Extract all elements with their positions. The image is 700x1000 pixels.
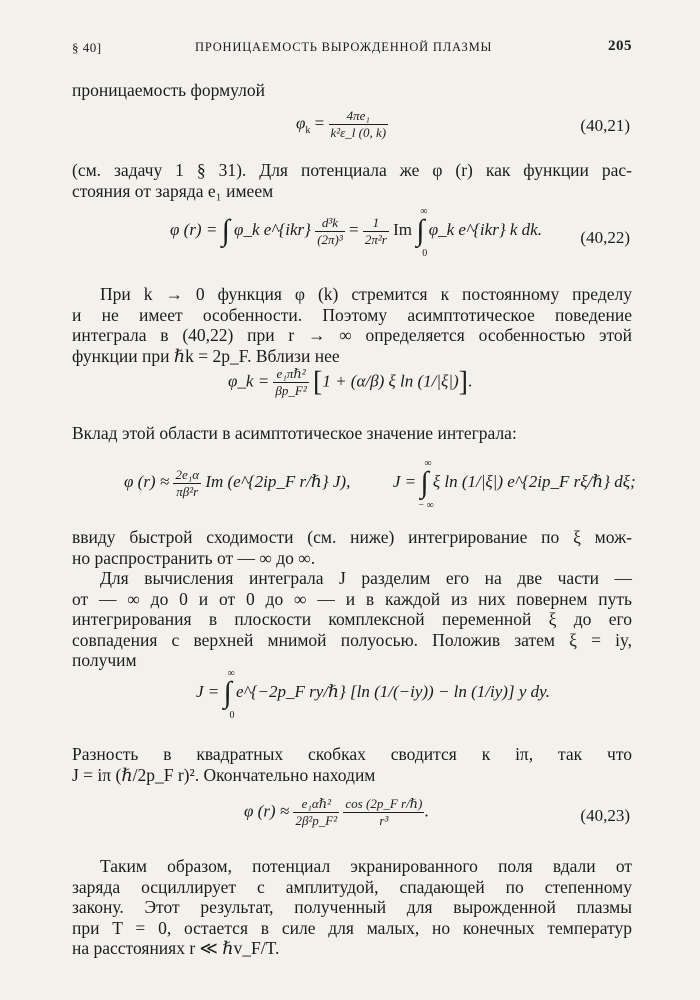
eq-fraction xyxy=(363,215,389,248)
text-line: заряда осциллирует с амплитудой, спадающей по степенному xyxy=(72,876,632,897)
integral-sign: ∫ ∞ 0 xyxy=(223,668,235,721)
eq-lhs: φ (r) ≈ xyxy=(124,471,170,491)
text-line: ввиду быстрой сходимости (см. ниже) интегрирование по ξ мож- xyxy=(72,527,632,547)
text-line: Разность в квадратных скобках сводится к iπ, так что xyxy=(72,744,632,764)
fraction-denominator: k²ε_l (0, k) xyxy=(330,125,387,140)
fraction-numerator: cos (2p_F r/ℏ) xyxy=(345,796,423,811)
integral-sign: ∫ ∞ − ∞ xyxy=(418,458,434,511)
eq-integrand: φ_k e^{ikr} k dk. xyxy=(428,219,542,239)
paragraph-5 xyxy=(72,527,632,568)
text-line: от — ∞ до 0 и от 0 до ∞ — и в каждой из них повернем путь xyxy=(72,588,632,609)
text-line: на расстояниях r ≪ ℏv_F/T. xyxy=(72,938,280,958)
page-number: 205 xyxy=(608,38,632,54)
equation-number-40-22: (40,22) xyxy=(580,228,630,247)
eq-lhs: φ_k = xyxy=(228,371,270,391)
equation-40-22: φ (r) = ∫ φ_k e^{ikr} $\frac{\text{d³k}}{\text{(2π)³}}$ = $\frac{1}{\text{2π²r}}$ Im ∫ ∞ 0 φ_k e^{ikr} k dk. xyxy=(170,206,542,259)
eq-integrand: e^{−2p_F ry/ℏ} [ln (1/(−iy)) − ln (1/iy)] y dy. xyxy=(236,681,550,701)
text-line: При k → 0 функция φ (k) стремится к постоянному пределу xyxy=(100,284,632,304)
fraction-numerator: 1 xyxy=(372,214,380,230)
text-line: совпадения с верхней мнимой полуосью. Положив затем ξ = iy, xyxy=(72,629,632,650)
eq-fraction xyxy=(315,215,345,248)
equation-phi-asymptotic xyxy=(124,458,636,511)
eq-integrand: φ_k e^{ikr} xyxy=(234,219,311,239)
integral-lower-limit: − ∞ xyxy=(418,500,434,511)
text-line: Для вычисления интеграла J разделим его на две части — xyxy=(100,568,632,588)
eq-fraction xyxy=(343,796,424,829)
equation-J xyxy=(196,668,550,721)
fraction-denominator: 2β²p_F² xyxy=(295,813,338,828)
eq-j-integrand: ξ ln (1/|ξ|) e^{2ip_F rξ/ℏ} dξ; xyxy=(432,471,636,491)
text-line: стояния от заряда e₁ имеем xyxy=(72,180,274,201)
text-line: закону. Этот результат, полученный для вырожденной плазмы xyxy=(72,897,632,917)
equation-40-21: $\varphi_k$ = $\frac{\text{4πe₁}}{\text{k²ε\_l (0, k)}}$ xyxy=(296,108,387,140)
fraction-numerator: d³k xyxy=(321,214,339,230)
running-header-section: § 40] xyxy=(72,40,102,55)
equation-number-40-21: (40,21) xyxy=(580,116,630,135)
fraction-numerator: e₁πℏ² xyxy=(276,366,306,381)
eq-fraction xyxy=(329,108,389,141)
integral-lower-limit: 0 xyxy=(422,248,428,259)
paragraph-4 xyxy=(72,423,632,444)
text-line: но распространить от — ∞ до ∞. xyxy=(72,547,316,568)
eq-lhs: φ (r) ≈ xyxy=(244,801,290,821)
integral-upper-limit: ∞ xyxy=(227,668,235,679)
running-header-title: ПРОНИЦАЕМОСТЬ ВЫРОЖДЕННОЙ ПЛАЗМЫ xyxy=(195,40,493,54)
text-line: интегрирования в плоскости комплексной переменной ξ до его xyxy=(72,609,632,629)
fraction-numerator: 2e₁α xyxy=(175,466,200,482)
text-line: Таким образом, потенциал экранированного поля вдали от xyxy=(100,856,632,876)
fraction-denominator: (2π)³ xyxy=(317,231,343,247)
eq-rest: Im (e^{2ip_F r/ℏ} J), xyxy=(205,471,351,491)
eq-im: Im xyxy=(393,219,412,239)
text-line: получим xyxy=(72,650,137,670)
integral-upper-limit: ∞ xyxy=(424,458,432,469)
eq-lhs: φ (r) = xyxy=(170,219,218,239)
eq-lhs: φ xyxy=(296,113,306,133)
text-line: функции при ℏk = 2p_F. Вблизи нее xyxy=(72,345,340,366)
text-line: и не имеет особенности. Поэтому асимптотическое поведение xyxy=(72,304,632,325)
paragraph-3 xyxy=(72,284,632,366)
eq-bracket: 1 + (α/β) ξ ln (1/|ξ|) xyxy=(322,371,459,391)
fraction-denominator: πβ²r xyxy=(173,483,201,500)
eq-fraction xyxy=(173,467,201,500)
paragraph-8 xyxy=(72,856,632,959)
paragraph-7 xyxy=(72,744,632,785)
integral-upper-limit: ∞ xyxy=(420,206,428,217)
text-line: (см. задачу 1 § 31). Для потенциала же φ (r) как функции рас- xyxy=(72,160,632,180)
eq-fraction xyxy=(273,366,308,399)
text-line: интеграла в (40,22) при r → ∞ определяется особенностью этой xyxy=(72,325,632,345)
paragraph-2 xyxy=(72,160,632,201)
equation-40-23: φ (r) ≈ $\frac{\text{e₁αℏ²}}{\text{2β²p\_F²}}$ $\frac{\text{cos (2p\_F r/ℏ)}}{\text{r³}}$ . xyxy=(244,796,429,828)
integral-sign: ∫ xyxy=(221,214,230,247)
eq-j-lhs: J = xyxy=(392,471,417,491)
equation-phi-near: φ_k = $\frac{\text{e₁πℏ²}}{\text{βp\_F²}}$ [1 + (α/β) ξ ln (1/|ξ|)]. xyxy=(228,366,473,398)
text-line: Вклад этой области в асимптотическое значение интеграла: xyxy=(72,423,517,443)
text-line: при T = 0, остается в силе для малых, но конечных температур xyxy=(72,917,632,938)
fraction-denominator: r³ xyxy=(343,812,424,829)
equation-number-40-23: (40,23) xyxy=(580,806,630,825)
eq-lhs-sub: k xyxy=(305,124,311,136)
fraction-denominator: βp_F² xyxy=(275,383,307,398)
eq-fraction xyxy=(293,796,339,829)
integral-lower-limit: 0 xyxy=(229,710,235,721)
fraction-numerator: e₁αℏ² xyxy=(301,796,331,811)
text-line: проницаемость формулой xyxy=(72,80,266,100)
paragraph-6 xyxy=(72,568,632,671)
paragraph-1 xyxy=(72,80,632,101)
eq-lhs: J = xyxy=(196,681,220,701)
text-line: J = iπ (ℏ/2p_F r)². Окончательно находим xyxy=(72,764,376,785)
fraction-denominator: 2π²r xyxy=(364,231,387,247)
fraction-numerator: 4πe₁ xyxy=(346,108,370,123)
integral-sign: ∫ ∞ 0 xyxy=(416,206,428,259)
